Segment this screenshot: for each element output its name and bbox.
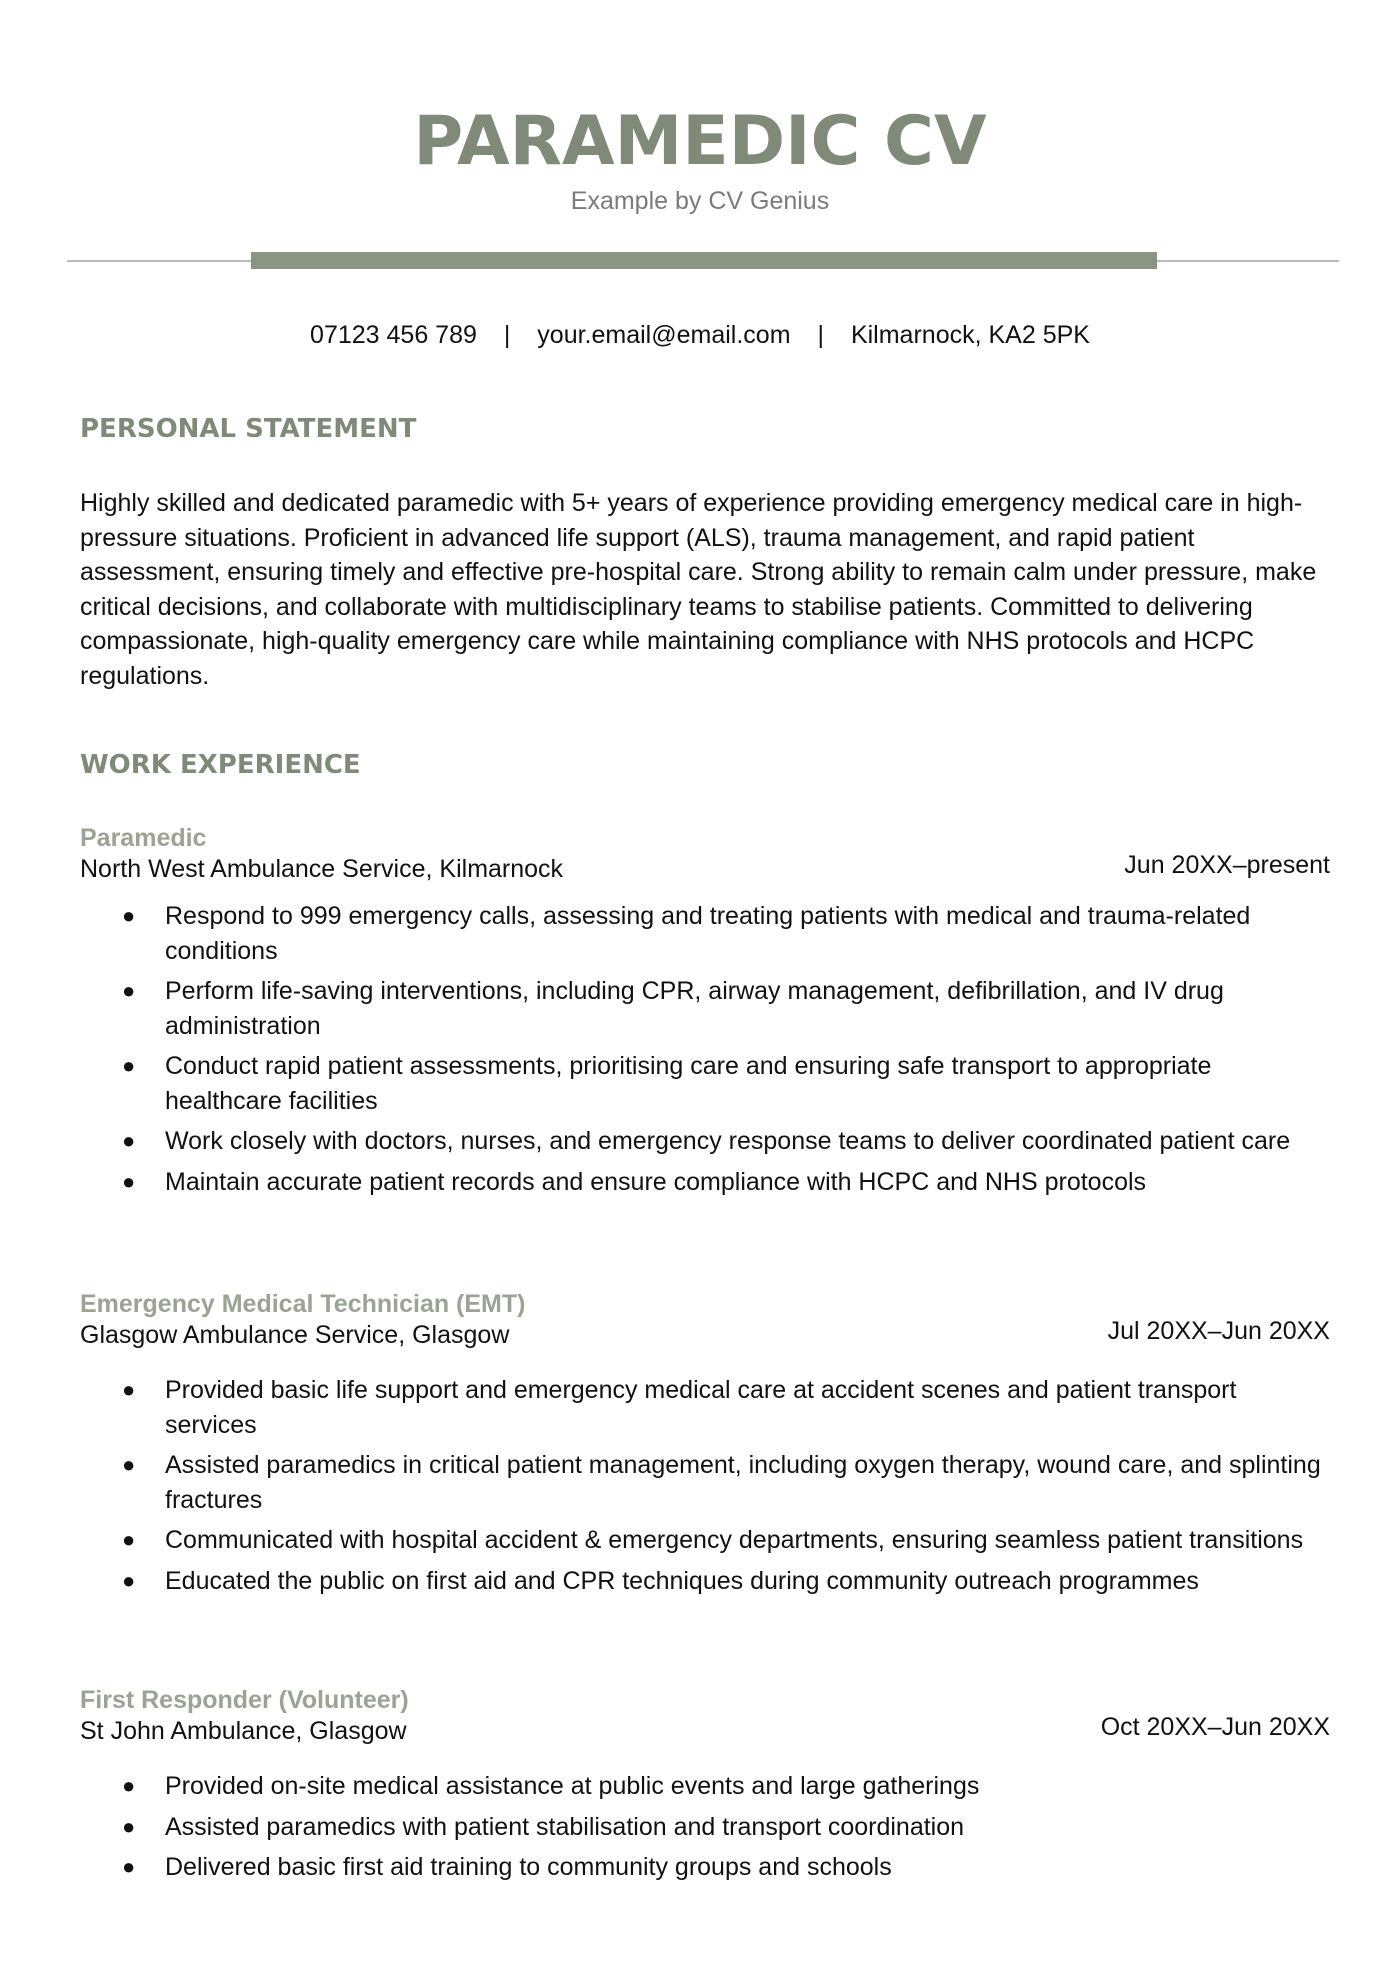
bullet-icon: ● <box>122 903 136 928</box>
job-duties-list <box>80 899 1330 1199</box>
duty-text: Provided on-site medical assistance at public events and large gatherings <box>165 1772 980 1800</box>
job-employer-row <box>80 1319 1330 1351</box>
job-employer-row <box>80 1715 1330 1747</box>
contact-separator: | <box>503 321 511 349</box>
list-item <box>80 1769 1325 1804</box>
duty-text: Conduct rapid patient assessments, prioritising care and ensuring safe transport to appropriate healthcare facilities <box>165 1052 1212 1115</box>
page-subtitle: Example by CV Genius <box>570 187 830 215</box>
job-employer: Glasgow Ambulance Service, Glasgow <box>80 1321 510 1349</box>
list-item <box>80 974 1325 1043</box>
list-item <box>80 1049 1325 1118</box>
job-employer: North West Ambulance Service, Kilmarnock <box>80 855 564 883</box>
job-entry <box>80 823 1330 1205</box>
bullet-icon: ● <box>122 1168 136 1194</box>
section-heading-work-experience: WORK EXPERIENCE <box>80 750 361 780</box>
duty-text: Perform life-saving interventions, including CPR, airway management, defibrillation, and IV drug administration <box>165 977 1224 1040</box>
duty-text: Maintain accurate patient records and ensure compliance with HCPC and NHS protocols <box>165 1167 1147 1196</box>
duty-text: Work closely with doctors, nurses, and emergency response teams to deliver coordinated patient care <box>165 1127 1291 1155</box>
cv-header <box>0 100 1400 218</box>
duty-text: Assisted paramedics with patient stabilisation and transport coordination <box>165 1812 965 1841</box>
job-title: Paramedic <box>80 824 207 852</box>
job-entry <box>80 1685 1330 1891</box>
job-employer-row <box>80 853 1330 885</box>
section-heading-personal-statement: PERSONAL STATEMENT <box>80 414 417 444</box>
job-title: First Responder (Volunteer) <box>80 1686 409 1714</box>
job-title: Emergency Medical Technician (EMT) <box>80 1290 526 1318</box>
bullet-icon: ● <box>122 1053 136 1078</box>
list-item <box>80 899 1325 968</box>
duty-text: Respond to 999 emergency calls, assessing and treating patients with medical and trauma-related conditions <box>165 902 1251 965</box>
bullet-icon: ● <box>122 1377 136 1402</box>
personal-statement-text: Highly skilled and dedicated paramedic with 5+ years of experience providing emergency medical care in high-pressure situations. Proficient in advanced life support (ALS), trauma management, and rapid patient assessment, ensuring timely and effective pre-hospital care. Strong ability to remain calm under pressure, make critical decisions, and collaborate with multidisciplinary teams to stabilise patients. Committed to delivering compassionate, high-quality emergency care while maintaining compliance with NHS protocols and HCPC regulations. <box>80 489 1317 690</box>
list-item <box>80 1850 1325 1885</box>
duty-text: Assisted paramedics in critical patient management, including oxygen therapy, wound care, and splinting fractures <box>165 1451 1321 1514</box>
list-item <box>80 1564 1325 1599</box>
list-item <box>80 1523 1325 1558</box>
contact-separator: | <box>817 321 824 349</box>
bullet-icon: ● <box>122 1773 136 1798</box>
contact-location: Kilmarnock, KA2 5PK <box>850 321 1090 349</box>
bullet-icon: ● <box>122 1567 136 1593</box>
bullet-icon: ● <box>122 1128 136 1153</box>
list-item <box>80 1124 1325 1159</box>
bullet-icon: ● <box>122 1527 136 1552</box>
job-duties-list <box>80 1373 1330 1598</box>
bullet-icon: ● <box>122 1854 136 1879</box>
duty-text: Communicated with hospital accident & emergency departments, ensuring seamless patient transitions <box>165 1526 1304 1554</box>
contact-email: your.email@email.com <box>537 321 791 349</box>
job-entry <box>80 1289 1330 1604</box>
list-item <box>80 1165 1325 1200</box>
duty-text: Provided basic life support and emergency medical care at accident scenes and patient transport services <box>165 1376 1237 1439</box>
contact-phone: 07123 456 789 <box>310 321 477 349</box>
duty-text: Delivered basic first aid training to community groups and schools <box>165 1853 892 1881</box>
bullet-icon: ● <box>122 1813 136 1839</box>
job-dates: Jul 20XX–Jun 20XX <box>1107 1317 1330 1345</box>
header-divider-bar <box>251 252 1157 269</box>
bullet-icon: ● <box>122 1452 136 1477</box>
page-title: PARAMEDIC CV <box>413 102 987 181</box>
job-dates: Oct 20XX–Jun 20XX <box>1100 1713 1330 1741</box>
list-item <box>80 1373 1325 1442</box>
duty-text: Educated the public on first aid and CPR techniques during community outreach programmes <box>165 1566 1199 1595</box>
list-item <box>80 1448 1325 1517</box>
bullet-icon: ● <box>122 978 136 1003</box>
job-employer: St John Ambulance, Glasgow <box>80 1717 407 1745</box>
job-dates: Jun 20XX–present <box>1124 851 1330 879</box>
job-duties-list <box>80 1769 1330 1885</box>
list-item <box>80 1810 1325 1845</box>
contact-line <box>0 318 1400 352</box>
